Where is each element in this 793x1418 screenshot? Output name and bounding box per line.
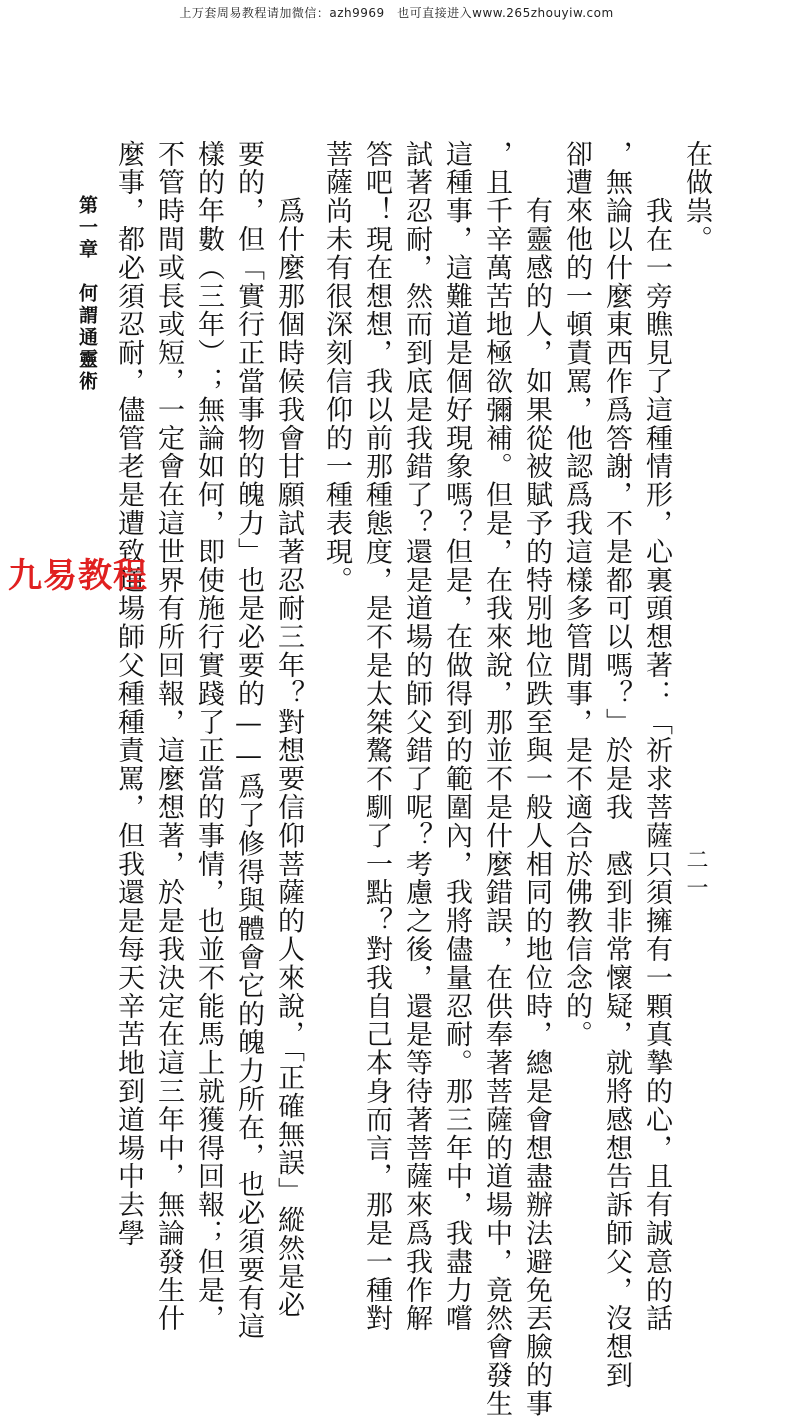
text-column: 試著忍耐，然而到底是我錯了？還是道場的師父錯了呢？考慮之後，還是等待著菩薩來爲我作解 — [401, 140, 432, 1333]
text-column: 我在一旁瞧見了這種情形，心裏頭想著：「祈求菩薩只須擁有一顆真摯的心，且有誠意的話 — [641, 140, 672, 1333]
text-column: ，且千辛萬苦地極欲彌補。但是，在我來說，那並不是什麼錯誤，在供奉著菩薩的道場中，竟然會發生 — [481, 140, 512, 1418]
page-number: 二一 — [683, 848, 708, 904]
chapter-title: 第一章 何謂通靈術 — [76, 195, 98, 393]
text-column: 要的，但「實行正當事物的魄力」也是必要的——爲了修得與體會它的魄力所在，也必須要有這 — [233, 140, 264, 1341]
watermark-logo: 九易教程 — [8, 556, 148, 596]
text-column: 麼事，都必須忍耐，儘管老是遭致道場師父種種責罵，但我還是每天辛苦地到道場中去學 — [113, 140, 144, 1248]
text-column: ，無論以什麼東西作爲答謝，不是都可以嗎？」於是我 感到非常懷疑，就將感想告訴師父，沒想到 — [601, 140, 632, 1390]
scan-noise — [718, 290, 748, 450]
header-banner: 上万套周易教程请加微信：azh9969 也可直接进入www.265zhouyiw.com — [179, 6, 614, 20]
text-column: 爲什麼那個時候我會甘願試著忍耐三年？對想要信仰菩薩的人來說，「正確無誤」縱然是必 — [273, 140, 304, 1320]
text-column: 這種事，這難道是個好現象嗎？但是，在做得到的範圍內，我將儘量忍耐。那三年中，我盡力嚐 — [441, 140, 472, 1333]
text-column: 菩薩尚未有很深刻信仰的一種表現。 — [321, 140, 352, 595]
text-column: 不管時間或長或短，一定會在這世界有所回報，這麼想著，於是我決定在這三年中，無論發生什 — [153, 140, 184, 1333]
text-column: 答吧！現在想想，我以前那種態度，是不是太桀驁不馴了一點？對我自己本身而言，那是一種對 — [361, 140, 392, 1333]
text-column: 在做祟。 — [681, 140, 712, 254]
text-column: 卻遭來他的一頓責罵，他認爲我這樣多管閒事，是不適合於佛教信念的。 — [561, 140, 592, 1049]
text-column: 有靈感的人，如果從被賦予的特別地位跌至與一般人相同的地位時，總是會想盡辦法避免丟臉的事 — [521, 140, 552, 1418]
text-column: 樣的年數（三年）；無論如何，即使施行實踐了正當的事情，也並不能馬上就獲得回報；但是， — [193, 140, 224, 1333]
